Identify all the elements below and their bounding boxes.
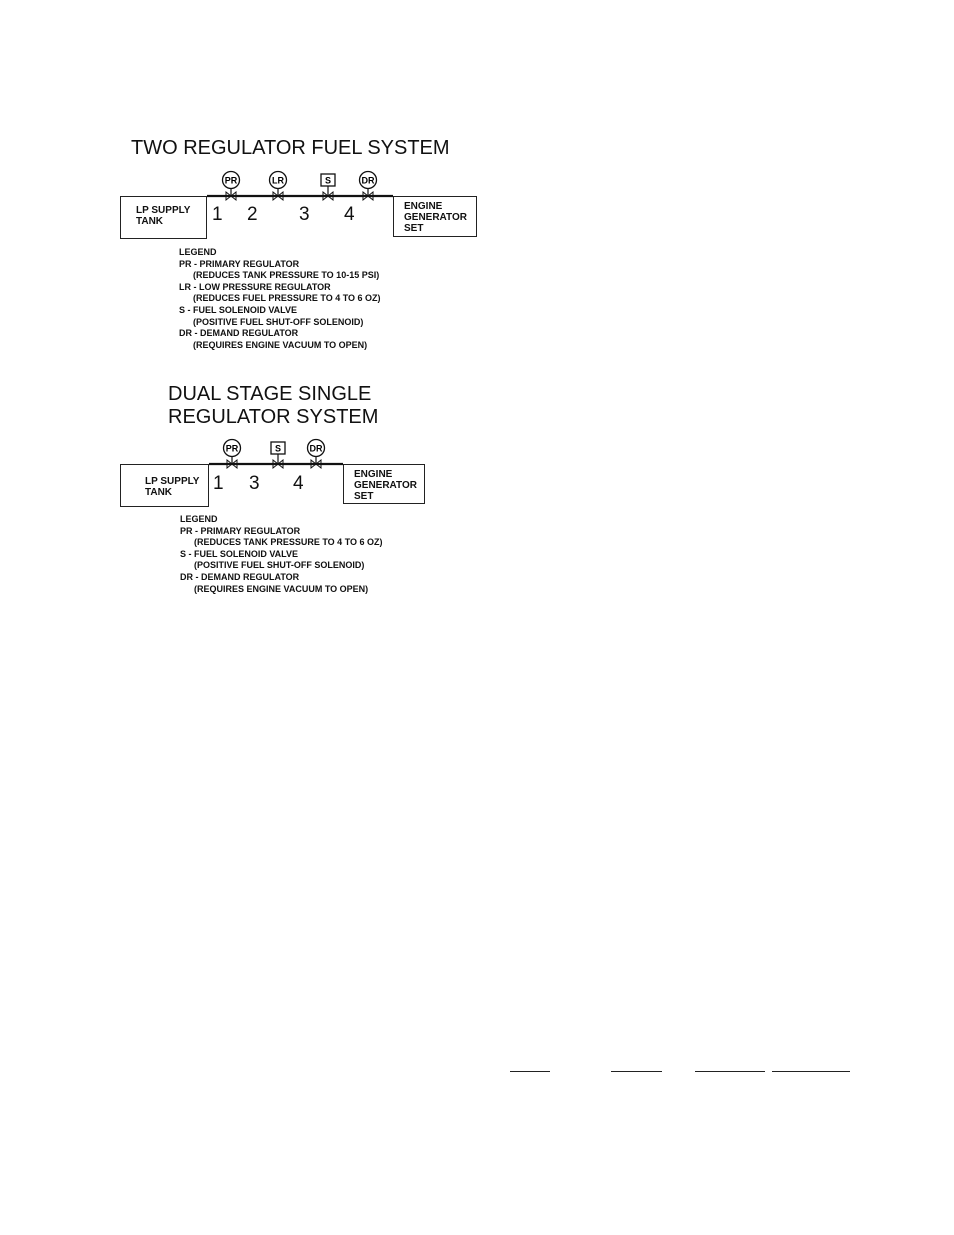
footer-blank-line [510,1071,550,1072]
legend-term: LR - LOW PRESSURE REGULATOR [179,281,331,292]
legend-desc: (REDUCES TANK PRESSURE TO 4 TO 6 OZ) [194,537,383,548]
legend-desc: (POSITIVE FUEL SHUT-OFF SOLENOID) [193,316,364,327]
legend-term: PR - PRIMARY REGULATOR [180,525,301,536]
legend-term: PR - PRIMARY REGULATOR [179,258,300,269]
engine-generator-label: ENGINE GENERATOR SET [404,201,467,234]
diagram1-title: TWO REGULATOR FUEL SYSTEM [131,137,450,159]
dr-symbol-label: DR [309,443,323,454]
lp-supply-tank-label: LP SUPPLY TANK [136,205,191,227]
pr-symbol-label: PR [224,175,238,186]
legend-heading: LEGEND [180,514,218,524]
diagram2-title-line1: DUAL STAGE SINGLE [168,383,372,405]
legend-term: S - FUEL SOLENOID VALVE [179,304,298,315]
legend-desc: (POSITIVE FUEL SHUT-OFF SOLENOID) [194,560,365,571]
legend-term: S - FUEL SOLENOID VALVE [180,548,299,559]
footer-blank-line [611,1071,662,1072]
legend-term: DR - DEMAND REGULATOR [180,571,300,582]
point-number: 3 [299,204,310,225]
legend-desc: (REDUCES FUEL PRESSURE TO 4 TO 6 OZ) [193,293,381,304]
legend-desc: (REDUCES TANK PRESSURE TO 10-15 PSI) [193,270,380,281]
footer-blank-line [772,1071,850,1072]
legend-term: DR - DEMAND REGULATOR [179,328,299,339]
engine-generator-label: ENGINE GENERATOR SET [354,469,417,502]
pr-symbol-label: PR [225,443,239,454]
legend-desc: (REQUIRES ENGINE VACUUM TO OPEN) [194,583,369,594]
diagram2-title-line2: REGULATOR SYSTEM [168,406,379,428]
point-number: 4 [344,204,355,225]
point-number: 3 [249,473,260,494]
point-number: 2 [247,204,258,225]
lp-supply-tank-box-2 [120,464,209,507]
legend-desc: (REQUIRES ENGINE VACUUM TO OPEN) [193,339,368,350]
solenoid-valve-symbol-2 [271,442,285,468]
point-number: 1 [213,473,224,494]
legend-heading: LEGEND [179,247,217,257]
s-symbol-label: S [324,175,332,186]
lr-symbol-label: LR [272,175,284,186]
lp-supply-tank-label: LP SUPPLY TANK [145,476,200,498]
footer-blank-line [695,1071,765,1072]
legend-2 [180,514,383,595]
dr-symbol-label: DR [361,175,375,186]
point-number: 4 [293,473,304,494]
engine-generator-box-2 [343,464,425,504]
s-symbol-label: S [274,443,282,454]
point-number: 1 [212,204,223,225]
